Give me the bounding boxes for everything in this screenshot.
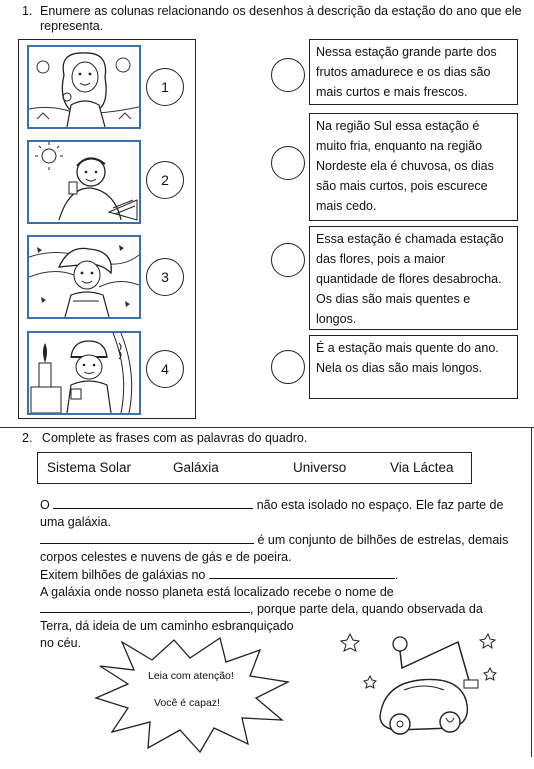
description-2-line: muito fria, enquanto na região: [316, 139, 483, 153]
sentence-4-end: , porque parte dela, quando observada da: [250, 602, 483, 616]
description-1-line: frutos amadurece e os dias são: [316, 65, 491, 79]
right-border: [531, 427, 532, 757]
description-1-line: mais curtos e mais frescos.: [316, 85, 468, 99]
rover-illustration: [340, 628, 510, 743]
description-3-line: das flores, pois a maior: [316, 252, 446, 266]
description-box-2: [309, 113, 518, 221]
section-divider: [0, 427, 534, 428]
starburst-callout: [92, 636, 292, 754]
description-2-line: são mais curtos, pois escurece: [316, 179, 488, 193]
sentence-3-end: .: [394, 568, 399, 582]
description-3-line: longos.: [316, 312, 357, 326]
answer-circle-3[interactable]: [271, 243, 305, 277]
answer-circle-1[interactable]: [271, 58, 305, 92]
answer-circle-4[interactable]: [271, 350, 305, 384]
question-1-number: 1.: [22, 4, 33, 18]
sentence-2: [40, 531, 508, 549]
sentence-4-line4: no céu.: [40, 636, 82, 650]
season-drawing-2: [27, 140, 141, 224]
description-3-line: Essa estação é chamada estação: [316, 232, 504, 246]
description-3-line: quantidade de flores desabrocha.: [316, 272, 502, 286]
question-2-text: Complete as frases com as palavras do quadro.: [41, 431, 308, 445]
sentence-4-line3: Terra, dá ideia de um caminho esbranquiçado: [40, 619, 294, 633]
blank-2[interactable]: [40, 531, 254, 544]
season-drawing-3: [27, 235, 141, 319]
blank-4[interactable]: [40, 600, 250, 613]
description-2-line: Na região Sul essa estação é: [316, 119, 480, 133]
pictures-column: [18, 39, 196, 419]
sentence-2-line2: corpos celestes e nuvens de gás e de poeira.: [40, 550, 292, 564]
description-box-3: [309, 226, 518, 330]
description-1-line: Nessa estação grande parte dos: [316, 45, 497, 59]
season-drawing-1: [27, 45, 141, 129]
burst-line-1: Leia com atenção!: [148, 670, 234, 682]
number-circle-1: 1: [146, 68, 184, 106]
question-1-text-line2: representa.: [40, 19, 104, 33]
blank-3[interactable]: [209, 566, 395, 579]
number-circle-4: 4: [146, 350, 184, 388]
description-4-line: Nela os dias são mais longos.: [316, 361, 483, 375]
sentence-3-start: Exitem bilhões de galáxias no: [40, 568, 206, 582]
sentence-1: [40, 496, 503, 514]
burst-line-2: Você é capaz!: [154, 697, 220, 709]
description-2-line: Nordeste ela é chuvosa, os dias: [316, 159, 494, 173]
description-4-line: É a estação mais quente do ano.: [316, 341, 499, 355]
word-bank-item: Galáxia: [173, 460, 219, 475]
question-2-number: 2.: [22, 431, 33, 445]
description-2-line: mais cedo.: [316, 199, 377, 213]
question-1-text-line1: Enumere as colunas relacionando os desenhos à descrição da estação do ano que ele: [40, 4, 522, 18]
description-3-line: Os dias são mais quentes e: [316, 292, 471, 306]
sentence-3: [40, 566, 398, 584]
number-circle-2: 2: [146, 161, 184, 199]
answer-circle-2[interactable]: [271, 146, 305, 180]
number-circle-3: 3: [146, 258, 184, 296]
word-bank-item: Sistema Solar: [47, 460, 132, 475]
question-2-heading: [22, 431, 307, 445]
word-bank-box: [37, 452, 472, 484]
blank-1[interactable]: [53, 496, 253, 509]
sentence-4-line1: A galáxia onde nosso planeta está localizado recebe o nome de: [40, 585, 394, 599]
season-drawing-4: [27, 331, 141, 415]
description-box-4: [309, 335, 518, 399]
question-1-heading: [22, 4, 527, 34]
sentence-1-start: O: [40, 498, 50, 512]
sentence-1-line2: uma galáxia.: [40, 515, 111, 529]
description-box-1: [309, 39, 518, 105]
sentence-2-end: é um conjunto de bilhões de estrelas, demais: [257, 533, 509, 547]
word-bank-item: Via Láctea: [390, 460, 454, 475]
sentence-4: [40, 600, 483, 618]
sentence-1-end: não esta isolado no espaço. Ele faz parte de: [256, 498, 504, 512]
word-bank-item: Universo: [293, 460, 347, 475]
